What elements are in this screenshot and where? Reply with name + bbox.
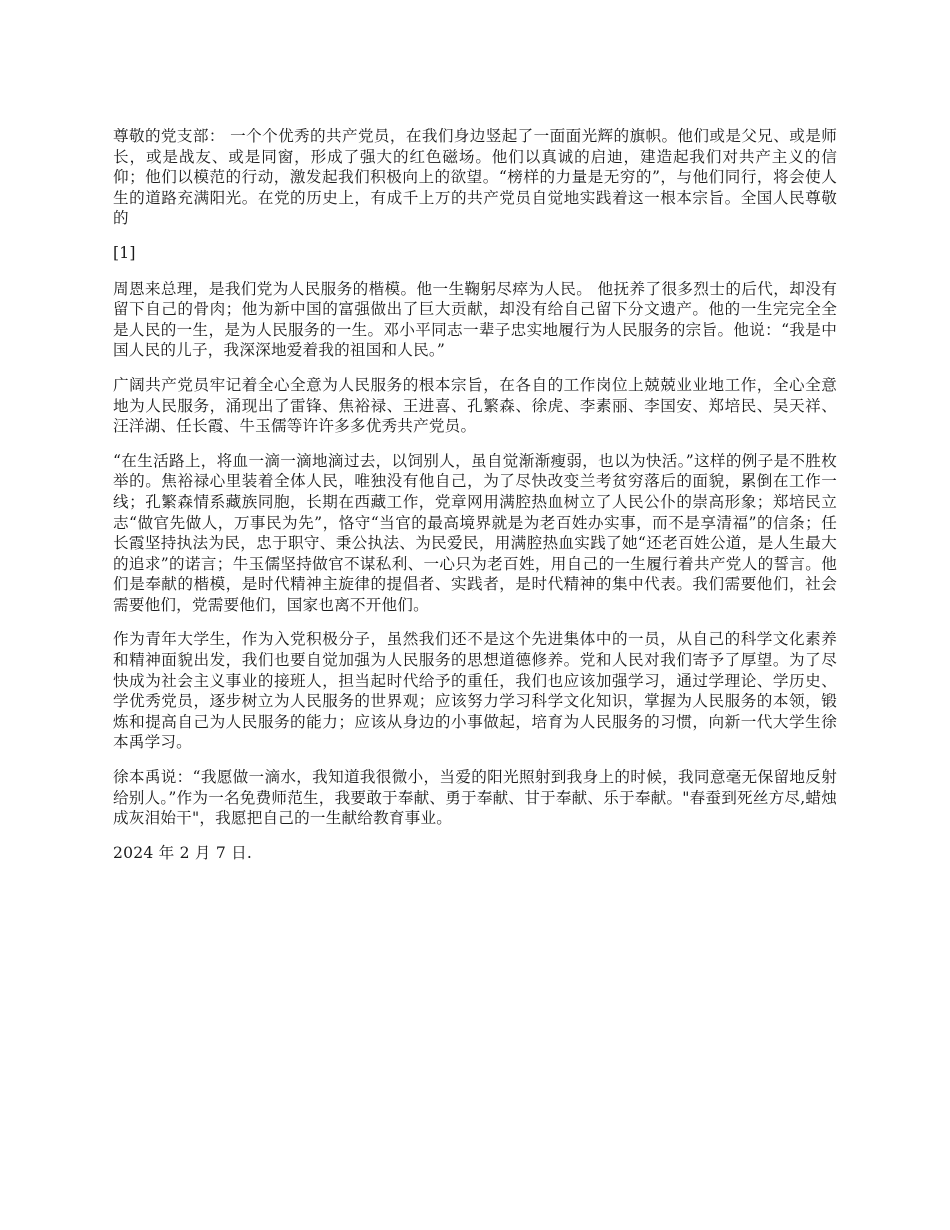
document-date: 2024 年 2 月 7 日. [113, 843, 253, 862]
paragraph-exemplary-members: 广阔共产党员牢记着全心全意为人民服务的根本宗旨，在各自的工作岗位上兢兢业业地工作，全心全意地为人民服务，涌现出了雷锋、焦裕禄、王进喜、孔繁森、徐虎、李素丽、李国安、郑培民、吴天祥、汪洋湖、任长霞、牛玉儒等许许多多优秀共产党员。 [113, 375, 837, 436]
paragraph-students: 作为青年大学生，作为入党积极分子，虽然我们还不是这个先进集体中的一员，从自己的科学文化素养和精神面貌出发，我们也要自觉加强为人民服务的思想道德修养。党和人民对我们寄予了厚望。为了尽快成为社会主义事业的接班人，担当起时代给予的重任，我们也应该加强学习，通过学理论、学历史、学优秀党员，逐步树立为人民服务的世界观；应该努力学习科学文化知识，掌握为人民服务的本领，锻炼和提高自己为人民服务的能力；应该从身边的小事做起，培育为人民服务的习惯，向新一代大学生徐本禹学习。 [113, 630, 837, 752]
paragraph-examples: “在生活路上，将血一滴一滴地滴过去，以饲别人，虽自觉渐渐瘦弱，也以为快活。”这样的例子是不胜枚举的。焦裕禄心里装着全体人民，唯独没有他自己，为了尽快改变兰考贫穷落后的面貌，累倒在工作一线；孔繁森情系藏族同胞，长期在西藏工作，党章网用满腔热血树立了人民公仆的崇高形象；郑培民立志“做官先做人，万事民为先”，恪守“当官的最高境界就是为老百姓办实事，而不是享清福”的信条；任长霞坚持执法为民，忠于职守、秉公执法、为民爱民，用满腔热血实践了她“还老百姓公道，是人生最大的追求”的诺言；牛玉儒坚持做官不谋私利、一心只为老百姓，用自己的一生履行着共产党人的誓言。他们是奉献的楷模，是时代精神主旋律的提倡者、实践者，是时代精神的集中代表。我们需要他们，社会需要他们，党需要他们，国家也离不开他们。 [113, 451, 837, 614]
document-body [113, 126, 837, 877]
paragraph-xu-benyu: 徐本禹说：“我愿做一滴水，我知道我很微小，当爱的阳光照射到我身上的时候，我同意毫无保留地反射给别人。”作为一名免费师范生，我要敢于奉献、勇于奉献、甘于奉献、乐于奉献。"春蚕到死丝方尽,蜡烛成灰泪始干"，我愿把自己的一生献给教育事业。 [113, 768, 837, 828]
paragraph-zhou-enlai: 周恩来总理，是我们党为人民服务的楷模。他一生鞠躬尽瘁为人民。 他抚养了很多烈士的后代，却没有留下自己的骨肉；他为新中国的富强做出了巨大贡献，却没有给自己留下分文遗产。他的一生完完全全是人民的一生，是为人民服务的一生。邓小平同志一辈子忠实地履行为人民服务的宗旨。他说：“我是中国人民的儿子，我深深地爱着我的祖国和人民。” [113, 279, 837, 360]
paragraph-opening: 尊敬的党支部： 一个个优秀的共产党员，在我们身边竖起了一面面光辉的旗帜。他们或是父兄、或是师长，或是战友、或是同窗，形成了强大的红色磁场。他们以真诚的启迪，建造起我们对共产主义的信仰；他们以模范的行动，激发起我们积极向上的欲望。“榜样的力量是无穷的”，与他们同行，将会使人生的道路充满阳光。在党的历史上，有成千上万的共产党员自觉地实践着这一根本宗旨。全国人民尊敬的 [113, 127, 837, 228]
reference-marker: [1] [113, 243, 136, 262]
